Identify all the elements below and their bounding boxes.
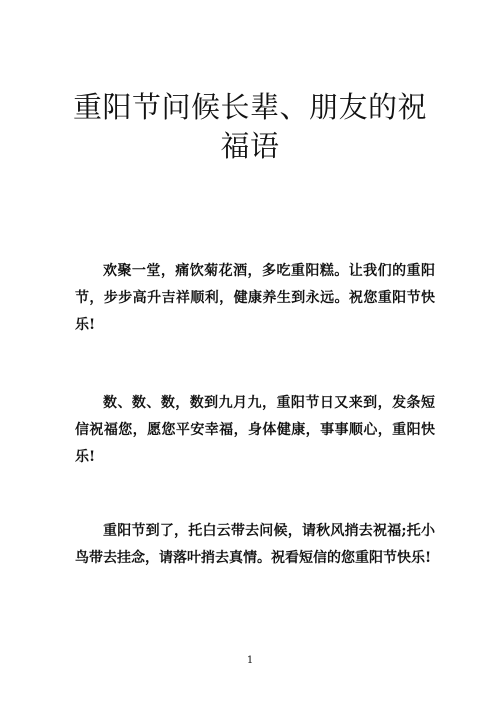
document-title: 重阳节问候长辈、朋友的祝福语 [72,90,427,163]
page-number: 1 [246,655,254,666]
greeting-paragraph-1: 欢聚一堂，痛饮菊花酒，多吃重阳糕。让我们的重阳节，步步高升吉祥顺利，健康养生到永远。祝您重阳节快乐! [75,263,435,333]
greeting-paragraph-3: 重阳节到了，托白云带去问候，请秋风捎去祝福;托小鸟带去挂念，请落叶捎去真情。祝看短信的您重阳节快乐! [75,523,435,566]
greeting-paragraph-2: 数、数、数，数到九月九，重阳节日又来到，发条短信祝福您，愿您平安幸福，身体健康，事事顺心，重阳快乐! [75,395,435,465]
